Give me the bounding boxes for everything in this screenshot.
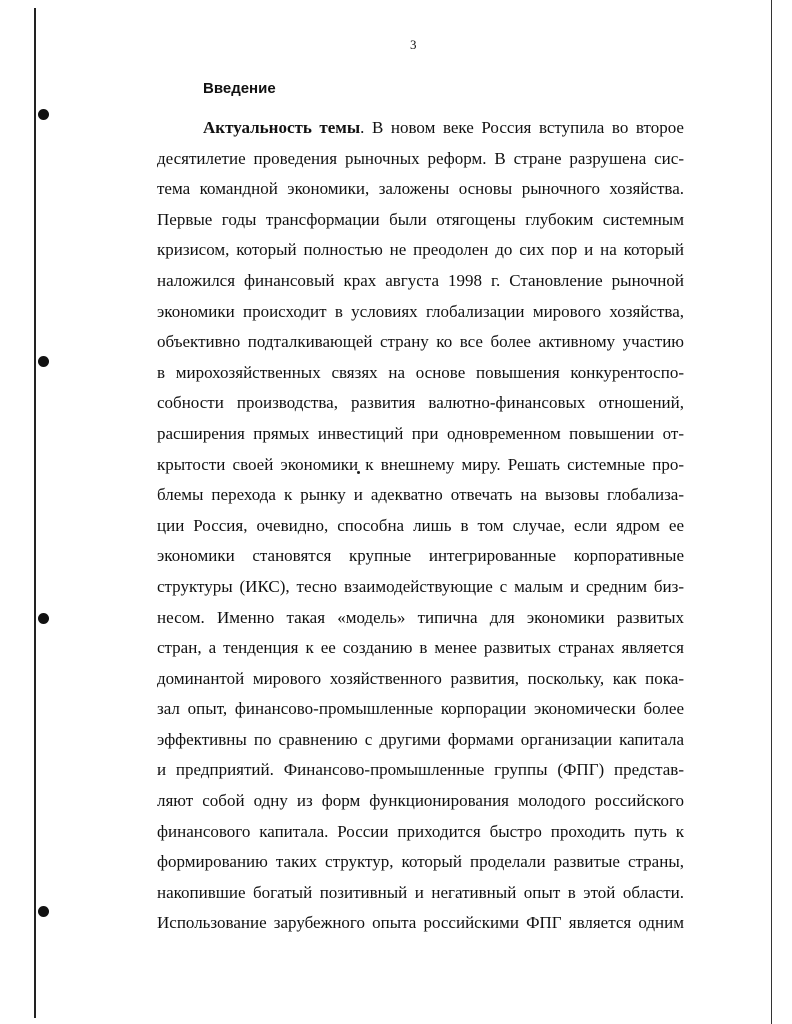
paragraph-line: наложился финансовый крах августа 1998 г. Становление рыночной [157, 270, 684, 290]
paragraph-line: кризисом, который полностью не преодолен до сих пор и на который [157, 240, 684, 260]
paragraph-line: стран, а тенденция к ее созданию в менее развитых странах является [157, 638, 684, 658]
paragraph-line: и предприятий. Финансово-промышленные группы (ФПГ) представ- [157, 760, 684, 780]
punch-hole-mark [38, 109, 49, 120]
punch-hole-mark [38, 906, 49, 917]
paragraph-line: формированию таких структур, который проделали развитые страны, [157, 852, 684, 872]
paragraph-line: собности производства, развития валютно-финансовых отношений, [157, 393, 684, 413]
paragraph-line: Использование зарубежного опыта российскими ФПГ является одним [157, 913, 684, 933]
paragraph-line [157, 113, 684, 144]
paragraph-line: финансового капитала. России приходится быстро проходить путь к [157, 821, 684, 841]
paragraph-line: доминантой мирового хозяйственного развития, поскольку, как пока- [157, 668, 684, 688]
paragraph-line: зал опыт, финансово-промышленные корпорации экономически более [157, 699, 684, 719]
scan-edge-right [771, 0, 772, 1024]
scan-edge-left [34, 8, 36, 1018]
paragraph-line: тема командной экономики, заложены основы рыночного хозяйства. [157, 179, 684, 199]
body-paragraph [157, 113, 684, 939]
paragraph-line: несом. Именно такая «модель» типична для экономики развитых [157, 607, 684, 627]
paragraph-line: ляют собой одну из форм функционирования молодого российского [157, 791, 684, 811]
line-text: . В новом веке Россия вступила во второе [360, 118, 684, 137]
paragraph-line: экономики происходит в условиях глобализации мирового хозяйства, [157, 301, 684, 321]
paragraph-line: объективно подталкивающей страну ко все более активному участию [157, 332, 684, 352]
lead-bold-phrase: Актуальность темы [203, 118, 361, 137]
page-number: 3 [410, 37, 417, 52]
section-heading: Введение [203, 80, 276, 97]
paragraph-line: экономики становятся крупные интегрированные корпоративные [157, 546, 684, 566]
paragraph-line: расширения прямых инвестиций при одновременном повышении от- [157, 423, 684, 443]
paragraph-line: накопившие богатый позитивный и негативный опыт в этой области. [157, 882, 684, 902]
punch-hole-mark [38, 356, 49, 367]
paragraph-line: десятилетие проведения рыночных реформ. В стране разрушена сис- [157, 148, 684, 168]
paragraph-line: ции Россия, очевидно, способна лишь в том случае, если ядром ее [157, 515, 684, 535]
paragraph-line: эффективны по сравнению с другими формами организации капитала [157, 729, 684, 749]
paragraph-line: крытости своей экономики к внешнему миру. Решать системные про- [157, 454, 684, 474]
punch-hole-mark [38, 613, 49, 624]
paragraph-line: структуры (ИКС), тесно взаимодействующие с малым и средним биз- [157, 576, 684, 596]
paragraph-line: Первые годы трансформации были отягощены глубоким системным [157, 209, 684, 229]
paragraph-line: в мирохозяйственных связях на основе повышения конкурентоспо- [157, 362, 684, 382]
paragraph-line: блемы перехода к рынку и адекватно отвечать на вызовы глобализа- [157, 485, 684, 505]
